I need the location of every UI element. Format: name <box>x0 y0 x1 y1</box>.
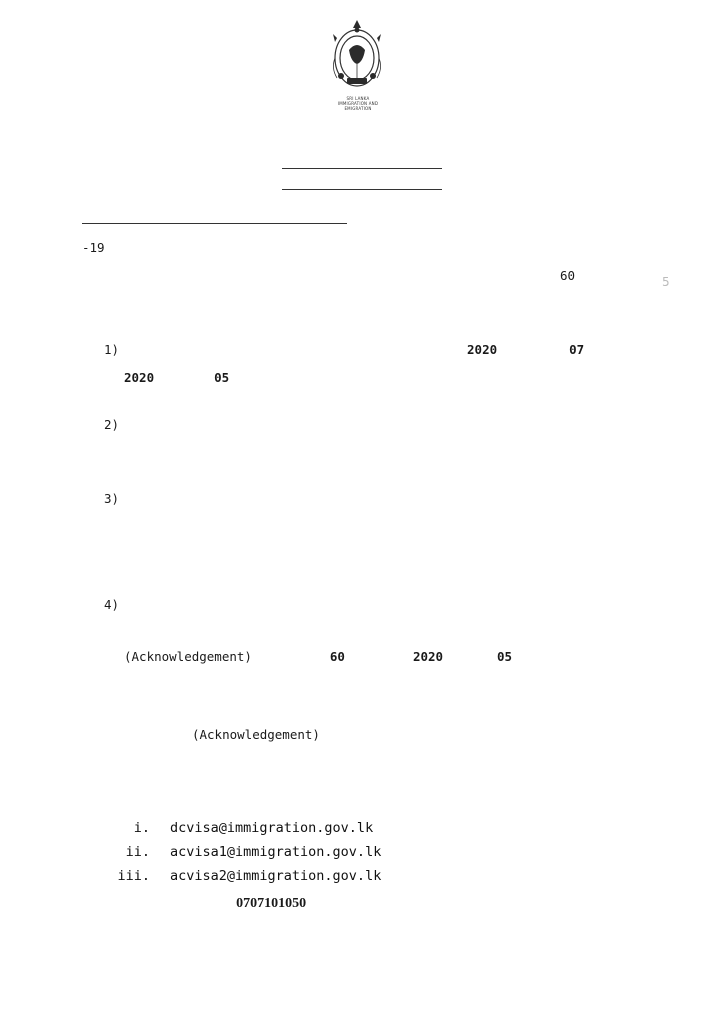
item-4-ack-1: (Acknowledgement) <box>124 649 252 664</box>
title-underline-2 <box>282 189 442 190</box>
email-3-numeral: iii. <box>117 868 150 884</box>
email-1-numeral: i. <box>133 820 150 836</box>
days-token: 60 <box>560 268 576 283</box>
emblem-caption: SRI LANKA IMMIGRATION AND EMIGRATION <box>337 96 379 111</box>
item-1-number: 1) <box>104 342 120 357</box>
item-1-year-end: 2020 <box>124 370 155 385</box>
item-2-line-1 <box>104 417 119 432</box>
intro-line-2 <box>82 268 575 283</box>
item-4-line-1 <box>104 597 119 612</box>
item-4-number: 4) <box>104 597 120 612</box>
page-marker: 5 <box>662 275 670 289</box>
intro-line-1 <box>82 240 105 255</box>
item-4-year: 2020 <box>412 649 444 664</box>
email-link-acvisa2[interactable]: acvisa2@immigration.gov.lk <box>170 868 382 884</box>
title-underline-1 <box>282 168 442 169</box>
item-4-days: 60 <box>329 649 345 664</box>
subject-underline <box>82 223 347 224</box>
email-2-numeral: ii. <box>125 844 150 860</box>
hotline-line <box>82 896 306 912</box>
covid-token: -19 <box>82 240 105 255</box>
item-1-line-2 <box>124 370 229 385</box>
item-4-ack-2: (Acknowledgement) <box>191 727 320 742</box>
item-1-date-end: 05 <box>214 370 230 385</box>
item-4-line-6 <box>124 727 320 742</box>
item-1-date-start: 07 <box>569 342 585 357</box>
email-link-dcvisa[interactable]: dcvisa@immigration.gov.lk <box>170 820 374 836</box>
item-3-number: 3) <box>104 491 120 506</box>
email-link-acvisa1[interactable]: acvisa1@immigration.gov.lk <box>170 844 382 860</box>
item-2-number: 2) <box>104 417 120 432</box>
national-emblem-icon <box>327 18 387 108</box>
item-4-date: 05 <box>497 649 513 664</box>
hotline-number[interactable]: 0707101050 <box>236 896 307 911</box>
item-4-line-3 <box>124 649 512 664</box>
item-3-line-1 <box>104 491 119 506</box>
item-1-line-1 <box>104 342 584 357</box>
item-1-year-start: 2020 <box>467 342 498 357</box>
